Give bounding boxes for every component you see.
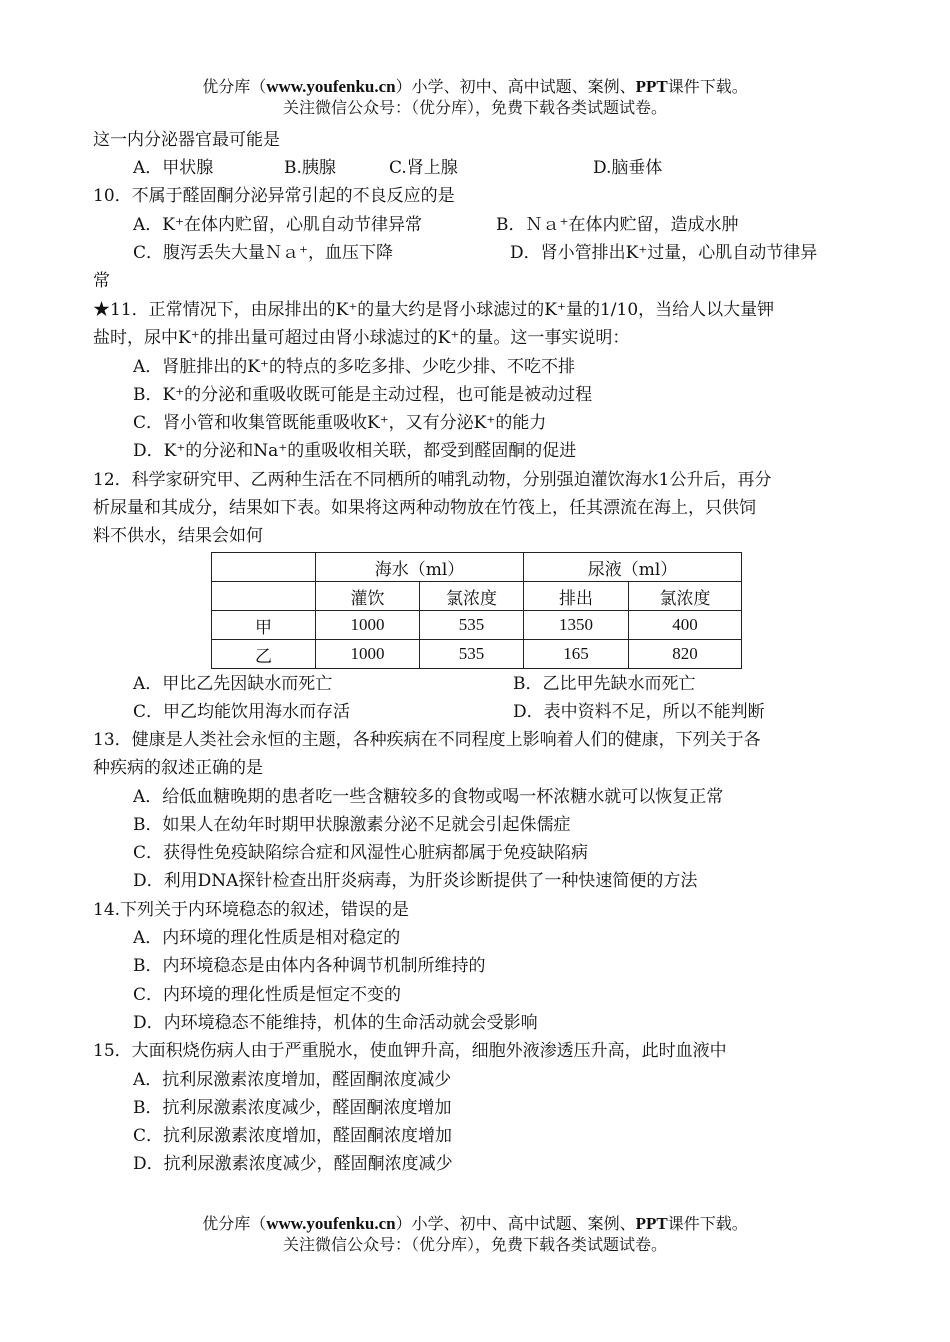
footer-suffix: 课件下载。 <box>667 1214 748 1233</box>
table-sub-header: 灌饮 <box>316 582 420 611</box>
q12-option-b: B．乙比甲先缺水而死亡 <box>513 674 696 694</box>
table-row <box>212 611 742 640</box>
q12-option-a: A．甲比乙先因缺水而死亡 <box>133 674 333 694</box>
q13-option-b: B．如果人在幼年时期甲状腺激素分泌不足就会引起侏儒症 <box>133 815 571 835</box>
q14-stem: 14.下列关于内环境稳态的叙述，错误的是 <box>93 900 410 920</box>
q12-data-table <box>211 552 742 669</box>
q9-option-c: C.肾上腺 <box>389 158 458 178</box>
page-header-top <box>0 76 950 118</box>
q11-stem-2: 盐时，尿中K⁺的排出量可超过由肾小球滤过的K⁺的量。这一事实说明： <box>93 328 630 348</box>
q11-option-b: B．K⁺的分泌和重吸收既可能是主动过程，也可能是被动过程 <box>133 385 593 405</box>
q13-stem-1: 13．健康是人类社会永恒的主题，各种疾病在不同程度上影响着人们的健康，下列关于各 <box>93 730 761 750</box>
q15-option-c: C．抗利尿激素浓度增加，醛固酮浓度增加 <box>133 1126 453 1146</box>
q14-option-a: A．内环境的理化性质是相对稳定的 <box>133 928 401 948</box>
header-mid: ）小学、初中、高中试题、案例、 <box>395 77 636 96</box>
q10-option-a: A．K⁺在体内贮留，心肌自动节律异常 <box>133 215 422 235</box>
table-group-urine: 尿液（ml） <box>524 553 742 582</box>
table-row <box>212 640 742 669</box>
table-cell: 1350 <box>524 611 629 640</box>
footer-mid: ）小学、初中、高中试题、案例、 <box>395 1214 636 1233</box>
q10-option-c: C．腹泻丢失大量Ｎａ⁺，血压下降 <box>133 243 393 263</box>
q13-stem-2: 种疾病的叙述正确的是 <box>93 758 263 778</box>
q10-option-d-wrap: 常 <box>93 271 110 291</box>
q15-option-a: A．抗利尿激素浓度增加，醛固酮浓度减少 <box>133 1070 452 1090</box>
table-subheader-row <box>212 582 742 611</box>
table-cell: 165 <box>524 640 629 669</box>
footer-prefix: 优分库（ <box>202 1214 267 1233</box>
q13-option-a: A．给低血糖晚期的患者吃一些含糖较多的食物或喝一杯浓糖水就可以恢复正常 <box>133 787 724 807</box>
footer-url: www.youfenku.cn <box>266 1214 396 1233</box>
table-sub-header: 排出 <box>524 582 629 611</box>
header-line-2: 关注微信公众号：（优分库），免费下载各类试题试卷。 <box>282 98 667 117</box>
table-sub-header: 氯浓度 <box>420 582 524 611</box>
table-header-row <box>212 553 742 582</box>
footer-line-2: 关注微信公众号：（优分库），免费下载各类试题试卷。 <box>282 1235 667 1254</box>
table-corner-cell <box>212 553 316 582</box>
q12-stem-1: 12．科学家研究甲、乙两种生活在不同栖所的哺乳动物，分别强迫灌饮海水1公升后，再分 <box>93 470 772 490</box>
q11-option-a: A．肾脏排出的K⁺的特点的多吃多排、少吃少排、不吃不排 <box>133 357 575 377</box>
q12-option-d: D．表中资料不足，所以不能判断 <box>513 702 765 722</box>
q15-stem: 15．大面积烧伤病人由于严重脱水，使血钾升高，细胞外液渗透压升高，此时血液中 <box>93 1041 727 1061</box>
header-prefix: 优分库（ <box>202 77 267 96</box>
table-group-seawater: 海水（ml） <box>316 553 524 582</box>
table-cell: 1000 <box>316 640 420 669</box>
table-row-label: 乙 <box>212 640 316 669</box>
table-row-label: 甲 <box>212 611 316 640</box>
q10-option-d: D．肾小管排出K⁺过量，心肌自动节律异 <box>510 243 818 263</box>
footer-line-1 <box>0 1213 950 1234</box>
q11-stem-1: ★11．正常情况下，由尿排出的K⁺的量大约是肾小球滤过的K⁺量的1/10，当给人以大量钾 <box>93 300 775 320</box>
q11-option-c: C．肾小管和收集管既能重吸收K⁺，又有分泌K⁺的能力 <box>133 413 547 433</box>
q13-option-c: C．获得性免疫缺陷综合症和风湿性心脏病都属于免疫缺陷病 <box>133 843 589 863</box>
q10-option-b: B．Ｎａ⁺在体内贮留，造成水肿 <box>496 215 739 235</box>
page-footer <box>0 1213 950 1255</box>
q12-stem-3: 料不供水，结果会如何 <box>93 526 263 546</box>
table-cell: 820 <box>629 640 742 669</box>
q12-stem-2: 析尿量和其成分，结果如下表。如果将这两种动物放在竹筏上，任其漂流在海上，只供饲 <box>93 498 756 518</box>
table-cell: 400 <box>629 611 742 640</box>
q15-option-d: D．抗利尿激素浓度减少，醛固酮浓度减少 <box>133 1154 453 1174</box>
q15-option-b: B．抗利尿激素浓度减少，醛固酮浓度增加 <box>133 1098 452 1118</box>
q9-option-d: D.脑垂体 <box>593 158 663 178</box>
table-sub-empty <box>212 582 316 611</box>
q14-option-c: C．内环境的理化性质是恒定不变的 <box>133 985 402 1005</box>
q11-option-d: D．K⁺的分泌和Na⁺的重吸收相关联，都受到醛固酮的促进 <box>133 441 577 461</box>
footer-ppt: PPT <box>635 1214 668 1233</box>
q13-option-d: D．利用DNA探针检查出肝炎病毒，为肝炎诊断提供了一种快速简便的方法 <box>133 871 698 891</box>
header-line-1 <box>0 76 950 97</box>
header-suffix: 课件下载。 <box>667 77 748 96</box>
q12-option-c: C．甲乙均能饮用海水而存活 <box>133 702 351 722</box>
q14-option-b: B．内环境稳态是由体内各种调节机制所维持的 <box>133 956 486 976</box>
q14-option-d: D．内环境稳态不能维持，机体的生命活动就会受影响 <box>133 1013 538 1033</box>
q9-option-b: B.胰腺 <box>284 158 336 178</box>
q10-stem: 10．不属于醛固酮分泌异常引起的不良反应的是 <box>93 186 455 206</box>
table-sub-header: 氯浓度 <box>629 582 742 611</box>
table-cell: 535 <box>420 611 524 640</box>
table-cell: 1000 <box>316 611 420 640</box>
table-cell: 535 <box>420 640 524 669</box>
header-ppt: PPT <box>635 77 668 96</box>
q9-stem: 这一内分泌器官最可能是 <box>93 130 280 150</box>
q9-option-a: A．甲状腺 <box>133 158 214 178</box>
header-url: www.youfenku.cn <box>266 77 396 96</box>
